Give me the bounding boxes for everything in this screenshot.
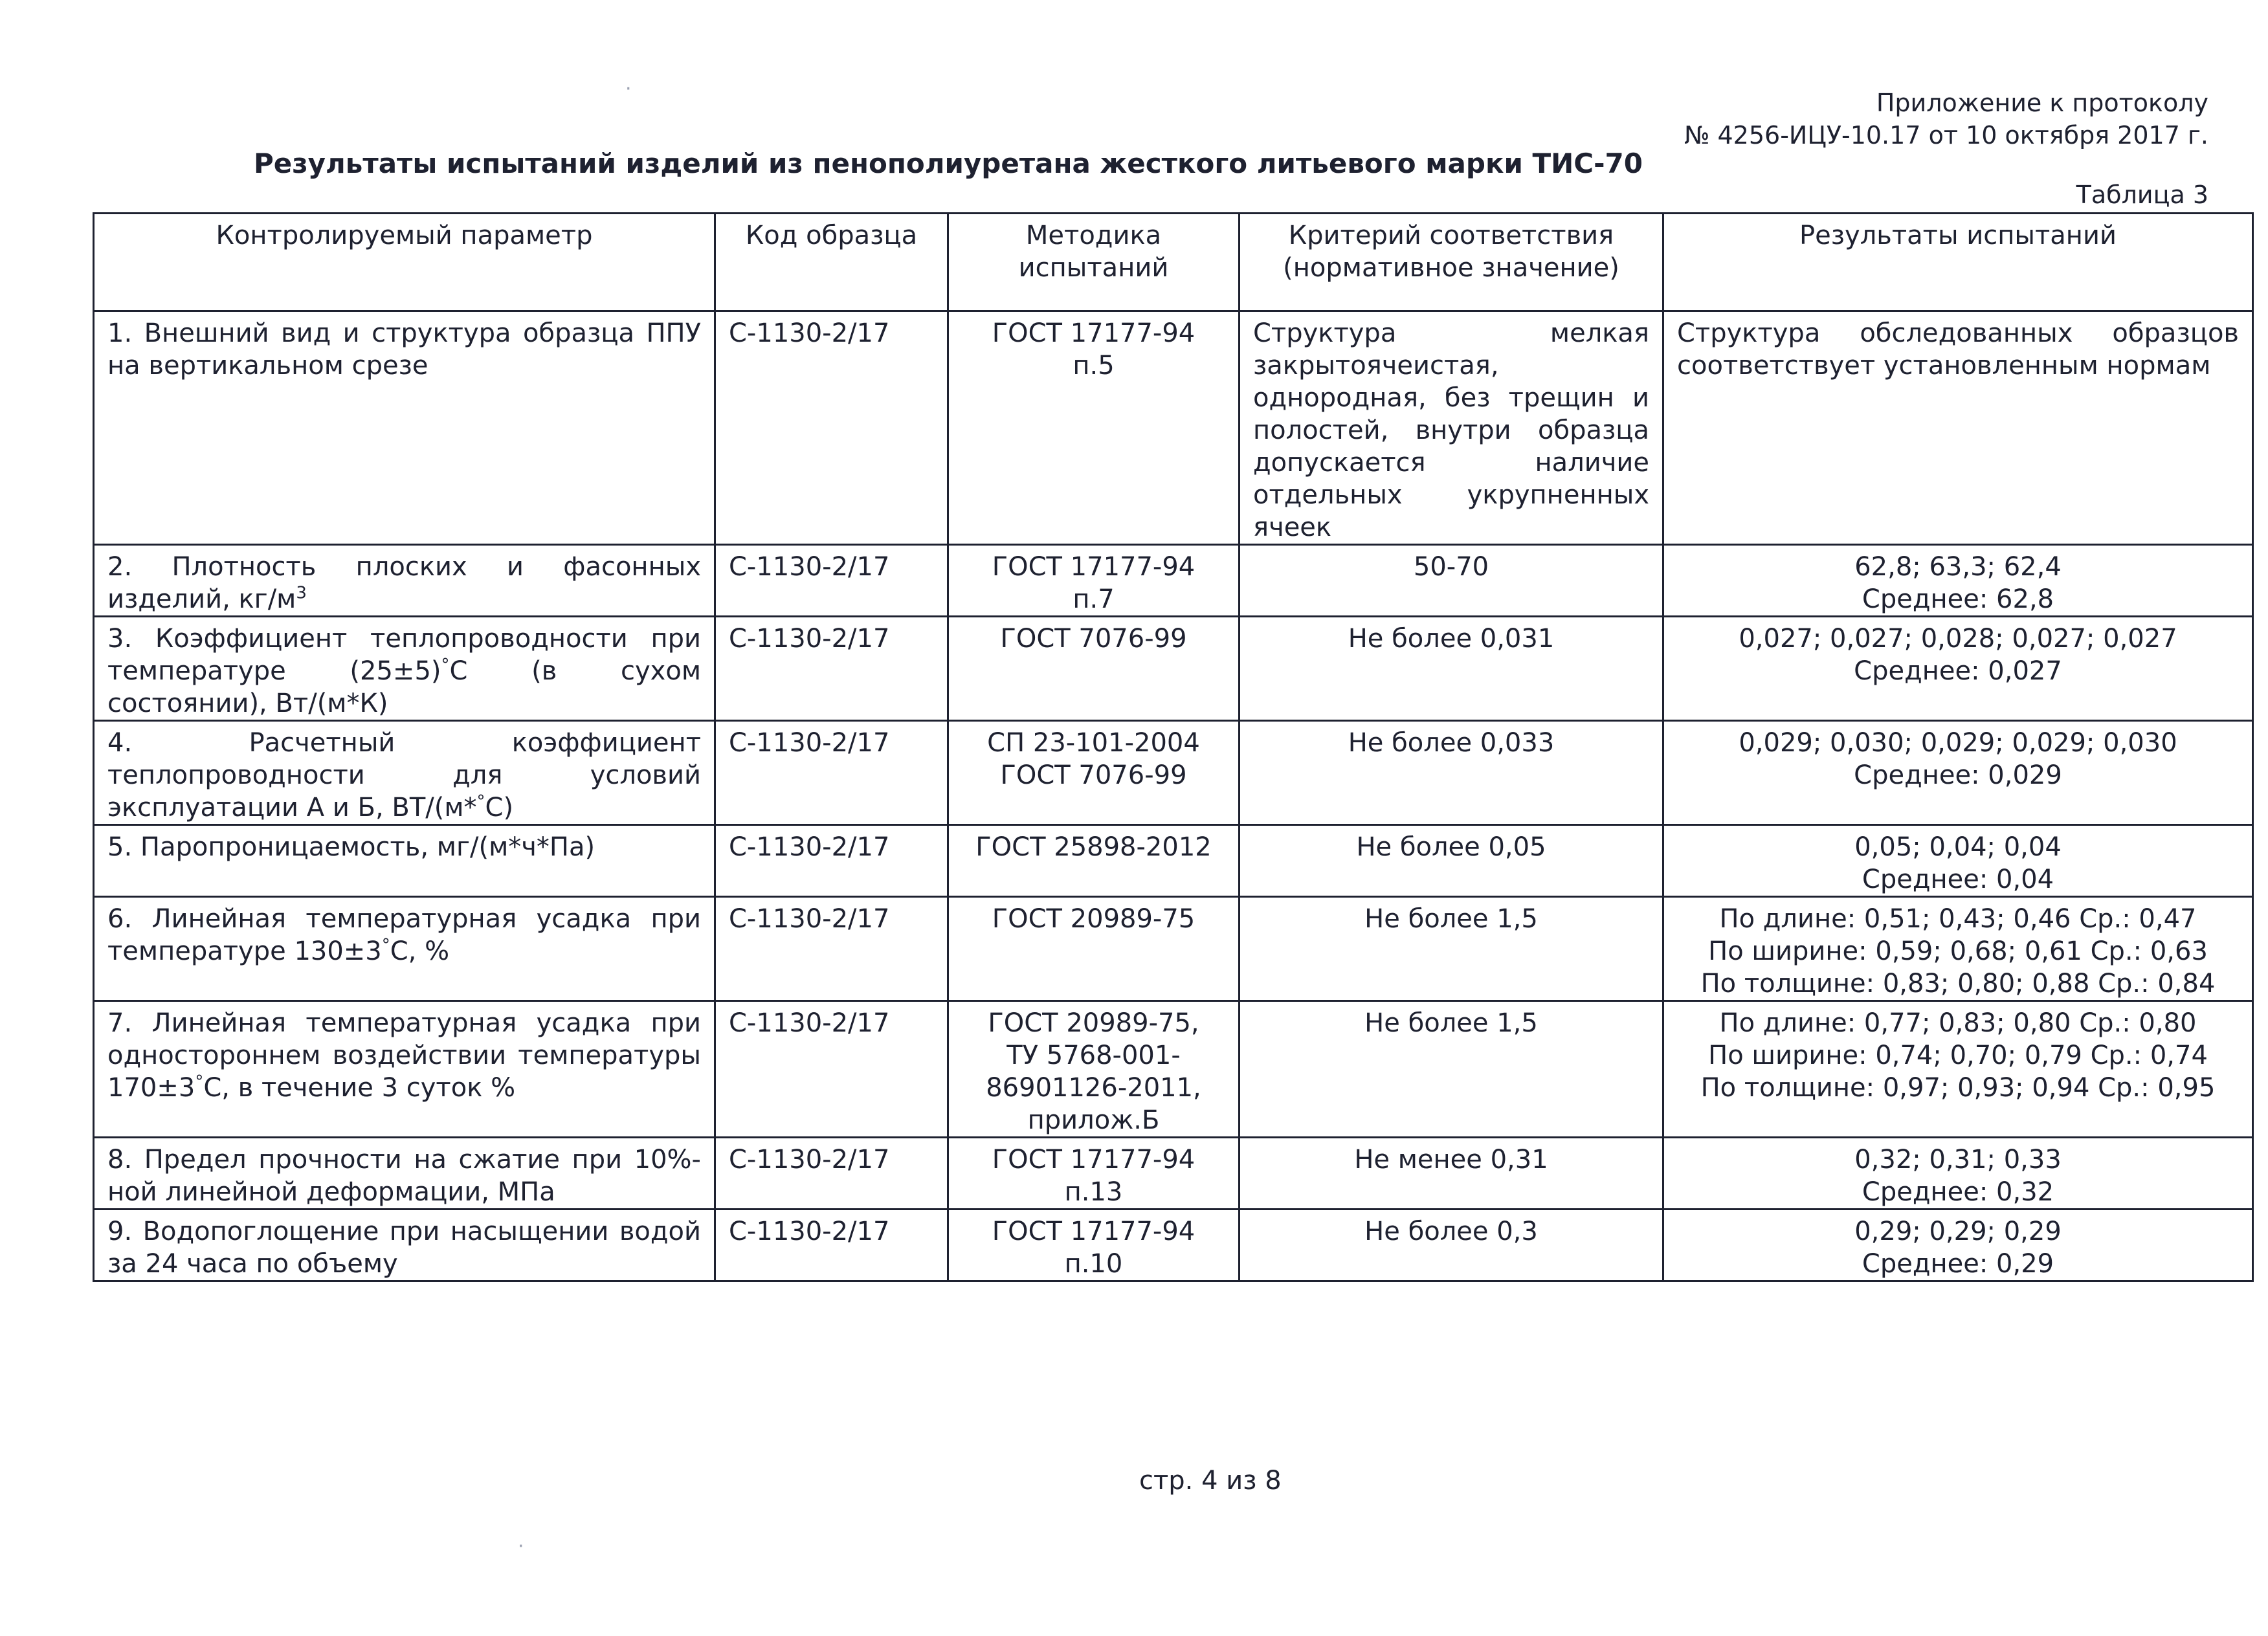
header-criterion: Критерий соответствия (нормативное значение) (1240, 214, 1663, 311)
row-6-code: С-1130-2/17 (715, 897, 948, 1001)
row-3-param-text-tail: С (в сухом состоянии), Вт/(м*К) (107, 656, 701, 718)
row-2-criterion: 50-70 (1240, 545, 1663, 617)
row-4-result (1663, 721, 2253, 825)
row-7-result-line: По толщине: 0,97; 0,93; 0,94 Ср.: 0,95 (1700, 1073, 2216, 1103)
document-title: Результаты испытаний изделий из пенополиуретана жесткого литьевого марки ТИС-70 (254, 148, 1643, 179)
row-6-result-line: По толщине: 0,83; 0,80; 0,88 Ср.: 0,84 (1700, 969, 2216, 999)
row-8-param: 8. Предел прочности на сжатие при 10%-ной линейной деформации, МПа (94, 1138, 715, 1210)
row-3-param-degree: ° (441, 655, 450, 675)
row-3-criterion: Не более 0,031 (1240, 617, 1663, 721)
row-1-method-line: п.5 (1073, 351, 1115, 381)
header-method-text: Методика испытаний (1018, 221, 1169, 283)
row-1-result: Структура обследованных образцов соответствует установленным нормам (1663, 311, 2253, 545)
row-4-code: С-1130-2/17 (715, 721, 948, 825)
row-4-result-line: Среднее: 0,029 (1854, 760, 2062, 790)
row-5-method (948, 825, 1240, 897)
row-8-code: С-1130-2/17 (715, 1138, 948, 1210)
scan-speck: · (625, 78, 632, 100)
row-7-param-text-tail: С, в течение 3 суток % (203, 1073, 516, 1103)
row-4-result-line: 0,029; 0,030; 0,029; 0,029; 0,030 (1739, 728, 2177, 758)
row-9-method (948, 1210, 1240, 1281)
row-2-method-line: ГОСТ 17177-94 (992, 552, 1195, 582)
row-2-result-line: Среднее: 62,8 (1862, 584, 2054, 614)
row-4-method-line: СП 23-101-2004 (987, 728, 1200, 758)
row-5-result-line: 0,05; 0,04; 0,04 (1854, 832, 2062, 862)
row-9-method-line: п.10 (1064, 1249, 1123, 1279)
row-7-code: С-1130-2/17 (715, 1001, 948, 1138)
row-9-result-line: 0,29; 0,29; 0,29 (1854, 1217, 2062, 1246)
row-3-result-line: 0,027; 0,027; 0,028; 0,027; 0,027 (1739, 624, 2177, 654)
row-7-result (1663, 1001, 2253, 1138)
table-row (94, 1210, 2253, 1281)
row-7-method-line: 86901126-2011, (986, 1073, 1201, 1103)
row-1-code: С-1130-2/17 (715, 311, 948, 545)
protocol-annex-header (1684, 87, 2208, 151)
row-6-criterion: Не более 1,5 (1240, 897, 1663, 1001)
row-7-method-line: ГОСТ 20989-75, (988, 1008, 1199, 1038)
table-row (94, 311, 2253, 545)
row-4-criterion: Не более 0,033 (1240, 721, 1663, 825)
row-6-param-text-tail: С, % (390, 936, 450, 966)
row-7-criterion: Не более 1,5 (1240, 1001, 1663, 1138)
row-8-result-line: 0,32; 0,31; 0,33 (1854, 1145, 2062, 1175)
row-6-param-degree: ° (381, 935, 390, 955)
row-4-param-text: 4. Расчетный коэффициент теплопроводности для условий эксплуатации А и Б, ВТ/(м* (107, 728, 701, 823)
annex-line-1: Приложение к протоколу (1876, 89, 2208, 117)
row-3-param (94, 617, 715, 721)
row-5-code: С-1130-2/17 (715, 825, 948, 897)
header-method (948, 214, 1240, 311)
row-7-result-line: По длине: 0,77; 0,83; 0,80 Ср.: 0,80 (1719, 1008, 2197, 1038)
row-3-param-text: 3. Коэффициент теплопроводности при температуре (25±5) (107, 624, 701, 686)
annex-line-2: № 4256-ИЦУ-10.17 от 10 октября 2017 г. (1684, 121, 2208, 149)
table-row (94, 617, 2253, 721)
row-9-param: 9. Водопоглощение при насыщении водой за 24 часа по объему (94, 1210, 715, 1281)
row-6-result (1663, 897, 2253, 1001)
row-7-result-line: По ширине: 0,74; 0,70; 0,79 Ср.: 0,74 (1708, 1041, 2208, 1070)
row-8-criterion: Не менее 0,31 (1240, 1138, 1663, 1210)
row-6-method (948, 897, 1240, 1001)
row-5-param: 5. Паропроницаемость, мг/(м*ч*Па) (94, 825, 715, 897)
row-7-method-line: прилож.Б (1027, 1105, 1160, 1135)
row-8-method-line: ГОСТ 17177-94 (992, 1145, 1195, 1175)
table-row (94, 1001, 2253, 1138)
row-1-param: 1. Внешний вид и структура образца ППУ на вертикальном срезе (94, 311, 715, 545)
row-3-result (1663, 617, 2253, 721)
row-1-method-line: ГОСТ 17177-94 (992, 318, 1195, 348)
row-2-result (1663, 545, 2253, 617)
table-header-row (94, 214, 2253, 311)
row-9-code: С-1130-2/17 (715, 1210, 948, 1281)
row-5-method-line: ГОСТ 25898-2012 (975, 832, 1212, 862)
row-5-result-line: Среднее: 0,04 (1862, 865, 2054, 894)
table-row (94, 1138, 2253, 1210)
results-table (93, 212, 2254, 1282)
scan-speck: · (518, 1535, 524, 1558)
row-8-method-line: п.13 (1064, 1177, 1123, 1207)
row-3-code: С-1130-2/17 (715, 617, 948, 721)
row-6-param-text: 6. Линейная температурная усадка при температуре 130±3 (107, 904, 701, 966)
row-9-result (1663, 1210, 2253, 1281)
row-6-result-line: По ширине: 0,59; 0,68; 0,61 Ср.: 0,63 (1708, 936, 2208, 966)
row-2-param-superscript: 3 (296, 583, 307, 603)
row-8-result-line: Среднее: 0,32 (1862, 1177, 2054, 1207)
row-4-param (94, 721, 715, 825)
row-4-method (948, 721, 1240, 825)
row-7-method (948, 1001, 1240, 1138)
header-results: Результаты испытаний (1663, 214, 2253, 311)
row-5-criterion: Не более 0,05 (1240, 825, 1663, 897)
table-row (94, 897, 2253, 1001)
row-4-param-text-tail: С) (485, 793, 514, 823)
row-3-result-line: Среднее: 0,027 (1854, 656, 2062, 686)
row-1-criterion: Структура мелкая закрытоячеистая, однородная, без трещин и полостей, внутри образца допускается наличие отдельных укрупненных ячеек (1240, 311, 1663, 545)
row-7-param-degree: ° (195, 1072, 204, 1092)
row-1-method (948, 311, 1240, 545)
row-6-result-line: По длине: 0,51; 0,43; 0,46 Ср.: 0,47 (1719, 904, 2197, 934)
row-9-criterion: Не более 0,3 (1240, 1210, 1663, 1281)
row-4-param-degree: ° (476, 791, 485, 812)
header-parameter: Контролируемый параметр (94, 214, 715, 311)
row-2-param-text: 2. Плотность плоских и фасонных изделий, кг/м (107, 552, 701, 614)
table-label: Таблица 3 (2076, 181, 2208, 209)
row-8-method (948, 1138, 1240, 1210)
row-5-result (1663, 825, 2253, 897)
row-2-method-line: п.7 (1073, 584, 1115, 614)
row-7-param (94, 1001, 715, 1138)
row-2-method (948, 545, 1240, 617)
row-8-result (1663, 1138, 2253, 1210)
table-row (94, 721, 2253, 825)
row-3-method (948, 617, 1240, 721)
row-9-result-line: Среднее: 0,29 (1862, 1249, 2054, 1279)
row-7-param-text: 7. Линейная температурная усадка при одностороннем воздействии температуры 170±3 (107, 1008, 701, 1103)
row-6-param (94, 897, 715, 1001)
row-2-result-line: 62,8; 63,3; 62,4 (1854, 552, 2062, 582)
row-2-code: С-1130-2/17 (715, 545, 948, 617)
page-number: стр. 4 из 8 (1139, 1466, 1282, 1496)
row-7-method-line: ТУ 5768-001- (1006, 1041, 1181, 1070)
header-sample-code: Код образца (715, 214, 948, 311)
row-3-method-line: ГОСТ 7076-99 (1000, 624, 1187, 654)
row-2-param (94, 545, 715, 617)
row-4-method-line: ГОСТ 7076-99 (1000, 760, 1187, 790)
row-9-method-line: ГОСТ 17177-94 (992, 1217, 1195, 1246)
table-row (94, 545, 2253, 617)
row-6-method-line: ГОСТ 20989-75 (992, 904, 1195, 934)
table-row (94, 825, 2253, 897)
